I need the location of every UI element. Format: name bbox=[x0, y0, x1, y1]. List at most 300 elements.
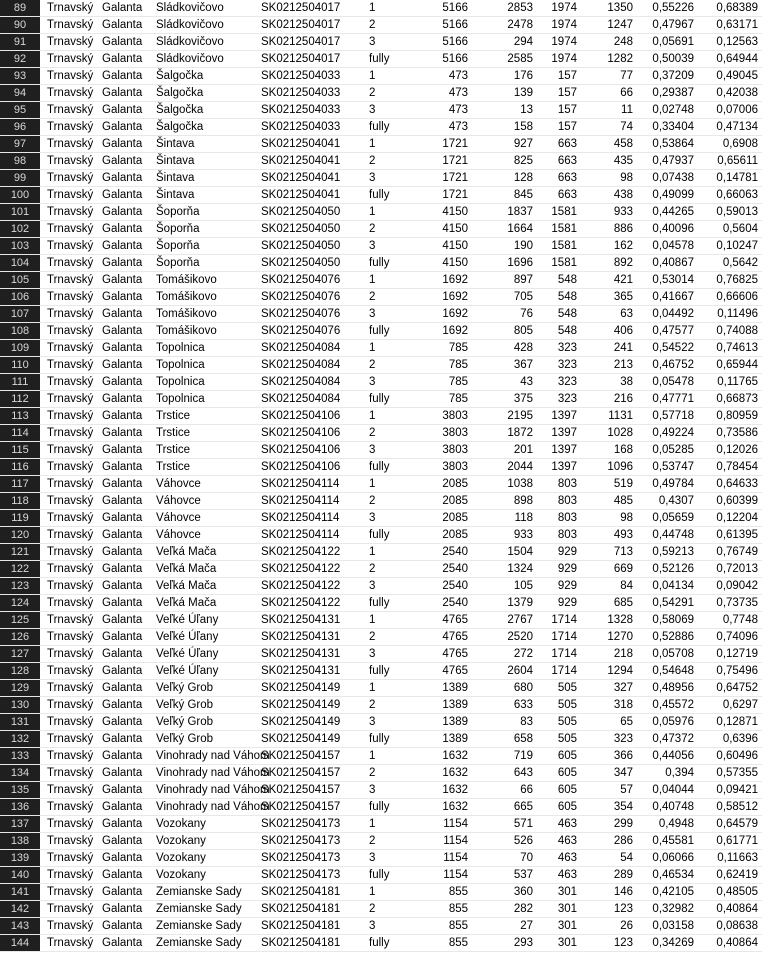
cell-kod[interactable]: SK0212504106 bbox=[261, 427, 341, 439]
cell-kraj[interactable]: Trnavský bbox=[47, 121, 94, 133]
cell-okres[interactable]: Galanta bbox=[102, 274, 143, 286]
cell-value-c[interactable]: 1974 bbox=[551, 19, 577, 31]
cell-value-d[interactable]: 685 bbox=[613, 597, 633, 609]
cell-kod[interactable]: SK0212504131 bbox=[261, 614, 341, 626]
cell-value-c[interactable]: 157 bbox=[557, 104, 577, 116]
cell-obec[interactable]: Zemianske Sady bbox=[156, 886, 242, 898]
cell-value-d[interactable]: 123 bbox=[613, 903, 633, 915]
cell-okres[interactable]: Galanta bbox=[102, 138, 143, 150]
cell-obec[interactable]: Veľké Úľany bbox=[156, 665, 219, 677]
row-number[interactable]: 111 bbox=[0, 374, 40, 390]
cell-obec[interactable]: Topolnica bbox=[156, 393, 205, 405]
cell-value-e[interactable]: 0,4307 bbox=[658, 495, 694, 507]
cell-kod[interactable]: SK0212504157 bbox=[261, 784, 341, 796]
cell-typ[interactable]: fully bbox=[369, 801, 390, 813]
cell-value-d[interactable]: 485 bbox=[613, 495, 633, 507]
cell-kraj[interactable]: Trnavský bbox=[47, 614, 94, 626]
row-number[interactable]: 140 bbox=[0, 867, 40, 883]
row-number[interactable]: 93 bbox=[0, 68, 40, 84]
cell-value-f[interactable]: 0,11663 bbox=[717, 852, 758, 864]
cell-value-c[interactable]: 301 bbox=[557, 886, 577, 898]
cell-typ[interactable]: 1 bbox=[369, 138, 376, 150]
cell-value-b[interactable]: 845 bbox=[513, 189, 533, 201]
cell-okres[interactable]: Galanta bbox=[102, 835, 143, 847]
cell-value-a[interactable]: 1389 bbox=[442, 682, 468, 694]
cell-value-b[interactable]: 1696 bbox=[507, 257, 533, 269]
cell-value-b[interactable]: 70 bbox=[520, 852, 533, 864]
cell-value-d[interactable]: 123 bbox=[613, 937, 633, 949]
row-number[interactable]: 132 bbox=[0, 731, 40, 747]
row-number[interactable]: 112 bbox=[0, 391, 40, 407]
cell-kraj[interactable]: Trnavský bbox=[47, 155, 94, 167]
cell-value-f[interactable]: 0,60496 bbox=[716, 750, 758, 762]
cell-value-a[interactable]: 855 bbox=[448, 903, 468, 915]
cell-value-d[interactable]: 438 bbox=[613, 189, 633, 201]
cell-okres[interactable]: Galanta bbox=[102, 359, 143, 371]
cell-value-b[interactable]: 805 bbox=[513, 325, 533, 337]
cell-okres[interactable]: Galanta bbox=[102, 886, 143, 898]
cell-okres[interactable]: Galanta bbox=[102, 87, 143, 99]
cell-value-f[interactable]: 0,78454 bbox=[716, 461, 758, 473]
cell-value-b[interactable]: 537 bbox=[513, 869, 533, 881]
cell-value-d[interactable]: 57 bbox=[620, 784, 633, 796]
cell-okres[interactable]: Galanta bbox=[102, 104, 143, 116]
cell-value-e[interactable]: 0,02748 bbox=[652, 104, 694, 116]
cell-value-b[interactable]: 158 bbox=[513, 121, 533, 133]
cell-obec[interactable]: Veľké Úľany bbox=[156, 614, 219, 626]
cell-value-e[interactable]: 0,40748 bbox=[652, 801, 694, 813]
cell-okres[interactable]: Galanta bbox=[102, 376, 143, 388]
row-number[interactable]: 89 bbox=[0, 0, 40, 16]
cell-value-d[interactable]: 213 bbox=[613, 359, 633, 371]
cell-obec[interactable]: Váhovce bbox=[156, 529, 201, 541]
cell-value-e[interactable]: 0,55226 bbox=[652, 2, 694, 14]
cell-value-c[interactable]: 548 bbox=[557, 291, 577, 303]
cell-value-c[interactable]: 1397 bbox=[551, 427, 577, 439]
cell-kod[interactable]: SK0212504050 bbox=[261, 257, 341, 269]
cell-typ[interactable]: 1 bbox=[369, 818, 376, 830]
cell-kraj[interactable]: Trnavský bbox=[47, 580, 94, 592]
cell-kraj[interactable]: Trnavský bbox=[47, 308, 94, 320]
cell-value-c[interactable]: 463 bbox=[557, 852, 577, 864]
cell-value-c[interactable]: 929 bbox=[557, 580, 577, 592]
cell-value-e[interactable]: 0,49099 bbox=[652, 189, 694, 201]
cell-obec[interactable]: Veľké Úľany bbox=[156, 648, 219, 660]
cell-value-a[interactable]: 4765 bbox=[442, 614, 468, 626]
cell-kod[interactable]: SK0212504131 bbox=[261, 648, 341, 660]
cell-value-b[interactable]: 933 bbox=[513, 529, 533, 541]
cell-kod[interactable]: SK0212504033 bbox=[261, 70, 341, 82]
cell-kod[interactable]: SK0212504157 bbox=[261, 801, 341, 813]
cell-typ[interactable]: 2 bbox=[369, 427, 376, 439]
cell-value-c[interactable]: 463 bbox=[557, 835, 577, 847]
cell-typ[interactable]: 3 bbox=[369, 716, 376, 728]
cell-okres[interactable]: Galanta bbox=[102, 427, 143, 439]
cell-kod[interactable]: SK0212504017 bbox=[261, 53, 341, 65]
cell-value-c[interactable]: 663 bbox=[557, 155, 577, 167]
cell-kod[interactable]: SK0212504157 bbox=[261, 767, 341, 779]
cell-value-a[interactable]: 1389 bbox=[442, 716, 468, 728]
cell-value-c[interactable]: 663 bbox=[557, 172, 577, 184]
cell-kod[interactable]: SK0212504076 bbox=[261, 274, 341, 286]
cell-value-b[interactable]: 1872 bbox=[507, 427, 533, 439]
cell-value-a[interactable]: 1692 bbox=[442, 325, 468, 337]
cell-okres[interactable]: Galanta bbox=[102, 291, 143, 303]
cell-value-c[interactable]: 323 bbox=[557, 342, 577, 354]
cell-kraj[interactable]: Trnavský bbox=[47, 699, 94, 711]
row-number[interactable]: 120 bbox=[0, 527, 40, 543]
cell-value-e[interactable]: 0,52886 bbox=[652, 631, 694, 643]
cell-value-b[interactable]: 272 bbox=[513, 648, 533, 660]
cell-value-a[interactable]: 473 bbox=[448, 104, 468, 116]
cell-value-e[interactable]: 0,05285 bbox=[652, 444, 694, 456]
cell-value-d[interactable]: 327 bbox=[613, 682, 633, 694]
cell-kraj[interactable]: Trnavský bbox=[47, 274, 94, 286]
cell-kod[interactable]: SK0212504041 bbox=[261, 138, 341, 150]
cell-value-e[interactable]: 0,37209 bbox=[652, 70, 694, 82]
cell-value-d[interactable]: 435 bbox=[613, 155, 633, 167]
cell-value-f[interactable]: 0,5604 bbox=[722, 223, 758, 235]
cell-kraj[interactable]: Trnavský bbox=[47, 852, 94, 864]
cell-typ[interactable]: fully bbox=[369, 393, 390, 405]
cell-value-d[interactable]: 1350 bbox=[607, 2, 633, 14]
row-number[interactable]: 98 bbox=[0, 153, 40, 169]
cell-value-a[interactable]: 785 bbox=[448, 342, 468, 354]
cell-kod[interactable]: SK0212504149 bbox=[261, 682, 341, 694]
cell-kraj[interactable]: Trnavský bbox=[47, 325, 94, 337]
cell-kod[interactable]: SK0212504122 bbox=[261, 546, 341, 558]
cell-value-a[interactable]: 1692 bbox=[442, 274, 468, 286]
cell-value-c[interactable]: 605 bbox=[557, 750, 577, 762]
cell-value-e[interactable]: 0,46534 bbox=[652, 869, 694, 881]
cell-value-c[interactable]: 803 bbox=[557, 512, 577, 524]
cell-value-b[interactable]: 139 bbox=[513, 87, 533, 99]
row-number[interactable]: 99 bbox=[0, 170, 40, 186]
cell-value-b[interactable]: 1504 bbox=[507, 546, 533, 558]
cell-value-a[interactable]: 5166 bbox=[442, 19, 468, 31]
cell-value-b[interactable]: 428 bbox=[513, 342, 533, 354]
cell-value-b[interactable]: 76 bbox=[520, 308, 533, 320]
row-number[interactable]: 114 bbox=[0, 425, 40, 441]
cell-obec[interactable]: Sládkovičovo bbox=[156, 19, 224, 31]
cell-okres[interactable]: Galanta bbox=[102, 308, 143, 320]
cell-value-b[interactable]: 680 bbox=[513, 682, 533, 694]
cell-value-b[interactable]: 2044 bbox=[507, 461, 533, 473]
cell-obec[interactable]: Tomášikovo bbox=[156, 325, 217, 337]
cell-value-f[interactable]: 0,66063 bbox=[716, 189, 758, 201]
row-number[interactable]: 126 bbox=[0, 629, 40, 645]
cell-value-b[interactable]: 105 bbox=[513, 580, 533, 592]
cell-value-e[interactable]: 0,29387 bbox=[652, 87, 694, 99]
cell-obec[interactable]: Šintava bbox=[156, 172, 195, 184]
cell-value-b[interactable]: 825 bbox=[513, 155, 533, 167]
cell-kraj[interactable]: Trnavský bbox=[47, 104, 94, 116]
cell-value-f[interactable]: 0,63171 bbox=[716, 19, 758, 31]
row-number[interactable]: 124 bbox=[0, 595, 40, 611]
cell-value-f[interactable]: 0,12204 bbox=[716, 512, 758, 524]
cell-value-f[interactable]: 0,47134 bbox=[716, 121, 758, 133]
cell-value-a[interactable]: 1632 bbox=[442, 801, 468, 813]
cell-value-d[interactable]: 366 bbox=[613, 750, 633, 762]
cell-kraj[interactable]: Trnavský bbox=[47, 784, 94, 796]
cell-kod[interactable]: SK0212504076 bbox=[261, 291, 341, 303]
row-number[interactable]: 143 bbox=[0, 918, 40, 934]
cell-value-d[interactable]: 84 bbox=[620, 580, 633, 592]
cell-value-f[interactable]: 0,65611 bbox=[717, 155, 758, 167]
cell-kod[interactable]: SK0212504017 bbox=[261, 36, 341, 48]
cell-kod[interactable]: SK0212504181 bbox=[261, 920, 341, 932]
cell-value-d[interactable]: 354 bbox=[613, 801, 633, 813]
cell-kraj[interactable]: Trnavský bbox=[47, 172, 94, 184]
cell-okres[interactable]: Galanta bbox=[102, 733, 143, 745]
cell-value-d[interactable]: 146 bbox=[613, 886, 633, 898]
cell-kod[interactable]: SK0212504114 bbox=[261, 512, 340, 524]
cell-value-b[interactable]: 128 bbox=[513, 172, 533, 184]
cell-typ[interactable]: 1 bbox=[369, 546, 376, 558]
cell-value-c[interactable]: 301 bbox=[557, 937, 577, 949]
cell-value-f[interactable]: 0,73735 bbox=[716, 597, 758, 609]
cell-value-a[interactable]: 4150 bbox=[442, 240, 468, 252]
cell-value-d[interactable]: 77 bbox=[620, 70, 633, 82]
cell-value-b[interactable]: 719 bbox=[513, 750, 533, 762]
cell-kod[interactable]: SK0212504149 bbox=[261, 716, 341, 728]
cell-value-c[interactable]: 605 bbox=[557, 784, 577, 796]
cell-value-e[interactable]: 0,47771 bbox=[652, 393, 694, 405]
cell-value-e[interactable]: 0,47372 bbox=[652, 733, 694, 745]
cell-kod[interactable]: SK0212504041 bbox=[261, 189, 341, 201]
cell-value-d[interactable]: 933 bbox=[613, 206, 633, 218]
cell-kod[interactable]: SK0212504131 bbox=[261, 631, 341, 643]
cell-okres[interactable]: Galanta bbox=[102, 121, 143, 133]
cell-typ[interactable]: fully bbox=[369, 189, 390, 201]
cell-value-b[interactable]: 633 bbox=[513, 699, 533, 711]
cell-obec[interactable]: Váhovce bbox=[156, 512, 201, 524]
cell-value-f[interactable]: 0,12026 bbox=[716, 444, 758, 456]
cell-kraj[interactable]: Trnavský bbox=[47, 495, 94, 507]
cell-value-f[interactable]: 0,66873 bbox=[716, 393, 758, 405]
cell-okres[interactable]: Galanta bbox=[102, 206, 143, 218]
cell-kod[interactable]: SK0212504122 bbox=[261, 597, 341, 609]
cell-obec[interactable]: Zemianske Sady bbox=[156, 920, 242, 932]
cell-value-d[interactable]: 892 bbox=[613, 257, 633, 269]
cell-value-e[interactable]: 0,42105 bbox=[652, 886, 694, 898]
cell-kraj[interactable]: Trnavský bbox=[47, 189, 94, 201]
cell-value-d[interactable]: 323 bbox=[613, 733, 633, 745]
cell-obec[interactable]: Šalgočka bbox=[156, 121, 204, 133]
row-number[interactable]: 91 bbox=[0, 34, 40, 50]
cell-kod[interactable]: SK0212504181 bbox=[261, 903, 341, 915]
cell-obec[interactable]: Vinohrady nad Váhom bbox=[156, 767, 270, 779]
cell-value-b[interactable]: 375 bbox=[513, 393, 533, 405]
cell-typ[interactable]: 2 bbox=[369, 563, 376, 575]
cell-okres[interactable]: Galanta bbox=[102, 410, 143, 422]
cell-value-a[interactable]: 1721 bbox=[442, 155, 468, 167]
cell-typ[interactable]: 3 bbox=[369, 920, 376, 932]
cell-obec[interactable]: Veľký Grob bbox=[156, 716, 214, 728]
row-number[interactable]: 113 bbox=[0, 408, 40, 424]
cell-value-a[interactable]: 2540 bbox=[442, 546, 468, 558]
cell-okres[interactable]: Galanta bbox=[102, 70, 143, 82]
cell-value-f[interactable]: 0,7748 bbox=[722, 614, 758, 626]
cell-value-e[interactable]: 0,04578 bbox=[652, 240, 694, 252]
row-number[interactable]: 103 bbox=[0, 238, 40, 254]
cell-value-b[interactable]: 2767 bbox=[507, 614, 533, 626]
cell-okres[interactable]: Galanta bbox=[102, 478, 143, 490]
cell-value-f[interactable]: 0,6908 bbox=[722, 138, 758, 150]
cell-kraj[interactable]: Trnavský bbox=[47, 529, 94, 541]
cell-okres[interactable]: Galanta bbox=[102, 699, 143, 711]
cell-kraj[interactable]: Trnavský bbox=[47, 376, 94, 388]
cell-value-a[interactable]: 4150 bbox=[442, 223, 468, 235]
cell-typ[interactable]: 1 bbox=[369, 274, 376, 286]
cell-obec[interactable]: Váhovce bbox=[156, 495, 201, 507]
cell-value-a[interactable]: 1154 bbox=[443, 852, 468, 864]
cell-kraj[interactable]: Trnavský bbox=[47, 70, 94, 82]
cell-kod[interactable]: SK0212504084 bbox=[261, 359, 341, 371]
cell-value-f[interactable]: 0,60399 bbox=[716, 495, 758, 507]
cell-obec[interactable]: Šalgočka bbox=[156, 70, 204, 82]
cell-kod[interactable]: SK0212504084 bbox=[261, 376, 341, 388]
cell-value-a[interactable]: 785 bbox=[448, 393, 468, 405]
cell-kraj[interactable]: Trnavský bbox=[47, 410, 94, 422]
cell-obec[interactable]: Trstice bbox=[156, 444, 191, 456]
cell-value-f[interactable]: 0,74613 bbox=[716, 342, 758, 354]
cell-value-c[interactable]: 157 bbox=[557, 121, 577, 133]
cell-okres[interactable]: Galanta bbox=[102, 529, 143, 541]
cell-kod[interactable]: SK0212504033 bbox=[261, 104, 341, 116]
cell-obec[interactable]: Veľké Úľany bbox=[156, 631, 219, 643]
cell-kod[interactable]: SK0212504157 bbox=[261, 750, 341, 762]
cell-value-a[interactable]: 2540 bbox=[442, 597, 468, 609]
cell-okres[interactable]: Galanta bbox=[102, 19, 143, 31]
cell-typ[interactable]: fully bbox=[369, 121, 390, 133]
cell-value-a[interactable]: 1721 bbox=[442, 138, 468, 150]
cell-value-d[interactable]: 216 bbox=[613, 393, 633, 405]
cell-value-f[interactable]: 0,72013 bbox=[716, 563, 758, 575]
cell-value-f[interactable]: 0,62419 bbox=[716, 869, 758, 881]
cell-kraj[interactable]: Trnavský bbox=[47, 36, 94, 48]
cell-kraj[interactable]: Trnavský bbox=[47, 138, 94, 150]
cell-value-f[interactable]: 0,57355 bbox=[716, 767, 758, 779]
cell-value-a[interactable]: 4150 bbox=[442, 257, 468, 269]
cell-kod[interactable]: SK0212504041 bbox=[261, 172, 341, 184]
row-number[interactable]: 131 bbox=[0, 714, 40, 730]
cell-obec[interactable]: Veľký Grob bbox=[156, 699, 214, 711]
cell-value-b[interactable]: 27 bbox=[520, 920, 533, 932]
cell-value-f[interactable]: 0,12871 bbox=[716, 716, 758, 728]
cell-obec[interactable]: Trstice bbox=[156, 461, 191, 473]
cell-value-a[interactable]: 2540 bbox=[442, 563, 468, 575]
row-number[interactable]: 142 bbox=[0, 901, 40, 917]
row-number[interactable]: 123 bbox=[0, 578, 40, 594]
cell-kod[interactable]: SK0212504050 bbox=[261, 240, 341, 252]
cell-value-a[interactable]: 4150 bbox=[442, 206, 468, 218]
cell-okres[interactable]: Galanta bbox=[102, 665, 143, 677]
cell-typ[interactable]: 1 bbox=[369, 682, 376, 694]
cell-kraj[interactable]: Trnavský bbox=[47, 750, 94, 762]
cell-value-f[interactable]: 0,49045 bbox=[716, 70, 758, 82]
cell-kod[interactable]: SK0212504050 bbox=[261, 223, 341, 235]
cell-value-a[interactable]: 1154 bbox=[443, 869, 468, 881]
row-number[interactable]: 127 bbox=[0, 646, 40, 662]
cell-value-b[interactable]: 571 bbox=[513, 818, 533, 830]
cell-obec[interactable]: Veľký Grob bbox=[156, 733, 214, 745]
cell-value-f[interactable]: 0,80959 bbox=[716, 410, 758, 422]
cell-value-d[interactable]: 98 bbox=[620, 512, 633, 524]
cell-value-d[interactable]: 421 bbox=[613, 274, 633, 286]
cell-okres[interactable]: Galanta bbox=[102, 648, 143, 660]
cell-value-a[interactable]: 1389 bbox=[442, 733, 468, 745]
cell-typ[interactable]: 2 bbox=[369, 903, 376, 915]
cell-value-f[interactable]: 0,08638 bbox=[716, 920, 758, 932]
cell-value-c[interactable]: 1581 bbox=[551, 206, 577, 218]
cell-typ[interactable]: 3 bbox=[369, 648, 376, 660]
cell-obec[interactable]: Trstice bbox=[156, 427, 191, 439]
cell-kod[interactable]: SK0212504181 bbox=[261, 937, 341, 949]
cell-value-a[interactable]: 855 bbox=[448, 886, 468, 898]
cell-typ[interactable]: 2 bbox=[369, 699, 376, 711]
cell-obec[interactable]: Tomášikovo bbox=[156, 274, 217, 286]
cell-obec[interactable]: Veľká Mača bbox=[156, 563, 217, 575]
cell-value-f[interactable]: 0,66606 bbox=[716, 291, 758, 303]
cell-value-f[interactable]: 0,6297 bbox=[722, 699, 758, 711]
cell-typ[interactable]: fully bbox=[369, 529, 390, 541]
cell-okres[interactable]: Galanta bbox=[102, 937, 143, 949]
cell-value-f[interactable]: 0,11496 bbox=[717, 308, 758, 320]
cell-value-e[interactable]: 0,49784 bbox=[652, 478, 694, 490]
cell-value-a[interactable]: 3803 bbox=[442, 410, 468, 422]
row-number[interactable]: 97 bbox=[0, 136, 40, 152]
cell-value-c[interactable]: 663 bbox=[557, 189, 577, 201]
cell-value-f[interactable]: 0,76749 bbox=[716, 546, 758, 558]
cell-obec[interactable]: Veľká Mača bbox=[156, 597, 217, 609]
row-number[interactable]: 115 bbox=[0, 442, 40, 458]
cell-value-e[interactable]: 0,4948 bbox=[658, 818, 694, 830]
cell-value-f[interactable]: 0,61395 bbox=[716, 529, 758, 541]
cell-value-d[interactable]: 365 bbox=[613, 291, 633, 303]
cell-value-f[interactable]: 0,58512 bbox=[716, 801, 758, 813]
cell-typ[interactable]: 2 bbox=[369, 155, 376, 167]
cell-value-e[interactable]: 0,40096 bbox=[652, 223, 694, 235]
cell-kraj[interactable]: Trnavský bbox=[47, 393, 94, 405]
cell-kod[interactable]: SK0212504173 bbox=[261, 818, 341, 830]
cell-typ[interactable]: 3 bbox=[369, 172, 376, 184]
cell-typ[interactable]: 1 bbox=[369, 342, 376, 354]
cell-value-d[interactable]: 1294 bbox=[607, 665, 633, 677]
cell-value-c[interactable]: 463 bbox=[557, 818, 577, 830]
cell-value-a[interactable]: 1721 bbox=[442, 172, 468, 184]
cell-kod[interactable]: SK0212504114 bbox=[261, 495, 340, 507]
cell-value-a[interactable]: 5166 bbox=[442, 36, 468, 48]
cell-value-e[interactable]: 0,44056 bbox=[652, 750, 694, 762]
cell-value-e[interactable]: 0,04044 bbox=[652, 784, 694, 796]
cell-okres[interactable]: Galanta bbox=[102, 223, 143, 235]
row-number[interactable]: 109 bbox=[0, 340, 40, 356]
row-number[interactable]: 101 bbox=[0, 204, 40, 220]
cell-value-f[interactable]: 0,74088 bbox=[716, 325, 758, 337]
cell-value-c[interactable]: 323 bbox=[557, 359, 577, 371]
cell-kod[interactable]: SK0212504076 bbox=[261, 325, 341, 337]
cell-value-f[interactable]: 0,40864 bbox=[716, 903, 758, 915]
cell-okres[interactable]: Galanta bbox=[102, 189, 143, 201]
cell-value-f[interactable]: 0,68389 bbox=[716, 2, 758, 14]
cell-okres[interactable]: Galanta bbox=[102, 903, 143, 915]
cell-obec[interactable]: Veľký Grob bbox=[156, 682, 214, 694]
cell-obec[interactable]: Vinohrady nad Váhom bbox=[156, 784, 270, 796]
cell-obec[interactable]: Zemianske Sady bbox=[156, 903, 242, 915]
cell-value-d[interactable]: 289 bbox=[613, 869, 633, 881]
cell-kod[interactable]: SK0212504076 bbox=[261, 308, 341, 320]
